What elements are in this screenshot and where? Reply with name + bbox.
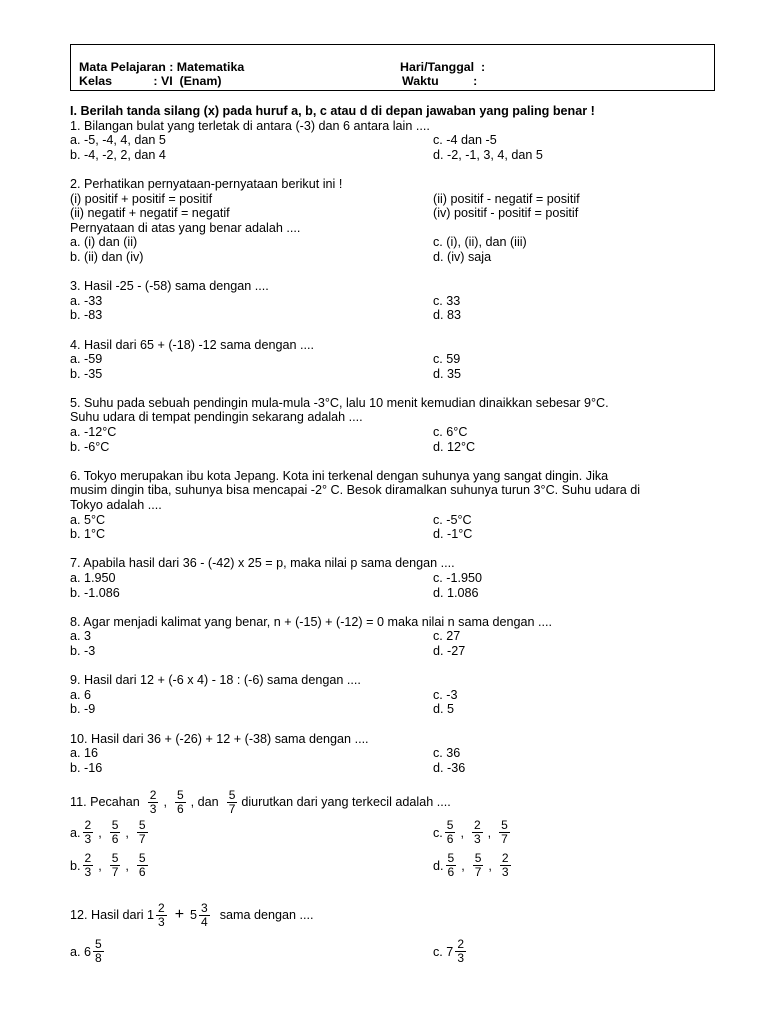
- q5-option-b[interactable]: b. -6°C: [70, 439, 110, 454]
- q4-option-d[interactable]: d. 35: [433, 366, 462, 381]
- q11-prefix: 11. Pecahan: [70, 795, 140, 810]
- q9-option-c[interactable]: c. -3: [433, 687, 458, 702]
- fraction-2-3: $\frac{2}{3}$: [149, 787, 157, 816]
- q9-option-a[interactable]: a. 6: [70, 687, 92, 702]
- q2-option-a[interactable]: a. (i) dan (ii): [70, 235, 138, 250]
- question-10: 10. Hasil dari 36 + (-26) + 12 + (-38) sama dengan ....: [70, 731, 369, 746]
- question-2-prompt: Pernyataan di atas yang benar adalah ....: [70, 220, 301, 235]
- q1-option-b[interactable]: b. -4, -2, 2, dan 4: [70, 147, 166, 162]
- question-5-line-2: Suhu udara di tempat pendingin sekarang adalah ....: [70, 410, 363, 425]
- q2-option-d[interactable]: d. (iv) saja: [433, 249, 492, 264]
- q6-option-a[interactable]: a. 5°C: [70, 512, 106, 527]
- q12-option-a[interactable]: a. 6 $\frac{5}{8}$: [70, 937, 102, 966]
- q1-option-d[interactable]: d. -2, -1, 3, 4, dan 5: [433, 147, 543, 162]
- q7-option-a[interactable]: a. 1.950: [70, 571, 116, 585]
- class-label: Kelas : VI (Enam): [79, 74, 222, 88]
- q2-option-b[interactable]: b. (ii) dan (iv): [70, 249, 144, 264]
- q5-option-a[interactable]: a. -12°C: [70, 425, 117, 440]
- question-4: 4. Hasil dari 65 + (-18) -12 sama dengan ....: [70, 337, 314, 352]
- q1-option-c[interactable]: c. -4 dan -5: [433, 133, 497, 148]
- q4-option-b[interactable]: b. -35: [70, 366, 103, 381]
- fraction-2-3: $\frac{2}{3}$: [158, 900, 165, 929]
- q10-option-d[interactable]: d. -36: [433, 760, 466, 775]
- q1-option-a[interactable]: a. -5, -4, 4, dan 5: [70, 133, 166, 148]
- q7-option-c[interactable]: c. -1.950: [433, 571, 483, 585]
- question-3: 3. Hasil -25 - (-58) sama dengan ....: [70, 279, 269, 294]
- subject-label: Mata Pelajaran : Matematika: [79, 60, 245, 74]
- question-6-line-2: musim dingin tiba, suhunya bisa mencapai -2° C. Besok diramalkan suhunya turun 3°C. Suhu udara di: [70, 483, 641, 498]
- q11-option-b[interactable]: b. $\frac{2}{3}$ , $\frac{5}{7}$ , $\frac{5}{6}$: [70, 851, 146, 880]
- q3-option-a[interactable]: a. -33: [70, 293, 103, 308]
- question-6-line-3: Tokyo adalah ....: [70, 498, 162, 513]
- q2-statement-2: (ii) positif - negatif = positif: [433, 191, 580, 206]
- q4-option-c[interactable]: c. 59: [433, 352, 461, 367]
- q3-option-b[interactable]: b. -83: [70, 308, 103, 323]
- q2-statement-4: (iv) positif - positif = positif: [433, 206, 579, 221]
- question-12: 12. Hasil dari 1 $\frac{2}{3}$ + 5 $\frac{3}{4}$ sama dengan ....: [70, 900, 314, 929]
- q2-statement-1: (i) positif + positif = positif: [70, 191, 213, 206]
- day-label: Hari/Tanggal :: [400, 60, 486, 74]
- instruction: I. Berilah tanda silang (x) pada huruf a, b, c atau d di depan jawaban yang paling benar !: [70, 104, 595, 118]
- q11-option-a[interactable]: a. $\frac{2}{3}$ , $\frac{5}{6}$ , $\frac{5}{7}$: [70, 818, 146, 847]
- q10-option-b[interactable]: b. -16: [70, 760, 103, 775]
- q3-option-c[interactable]: c. 33: [433, 293, 461, 308]
- plus-sign: +: [174, 906, 185, 924]
- q12-option-c[interactable]: c. 7 $\frac{2}{3}$: [433, 937, 464, 966]
- q11-option-c[interactable]: c. $\frac{5}{6}$ , $\frac{2}{3}$ , $\frac{5}{7}$: [433, 818, 508, 847]
- question-list: [70, 104, 720, 974]
- question-11: 11. Pecahan $\frac{2}{3}$ , $\frac{5}{6}$ , dan $\frac{5}{7}$ diurutkan dari yang terkecil adalah ....: [70, 787, 451, 816]
- fraction-3-4: $\frac{3}{4}$: [201, 900, 208, 929]
- question-9: 9. Hasil dari 12 + (-6 x 4) - 18 : (-6) sama dengan ....: [70, 673, 361, 688]
- q3-option-d[interactable]: d. 83: [433, 308, 462, 323]
- q6-option-d[interactable]: d. -1°C: [433, 527, 473, 542]
- fraction-5-6: $\frac{5}{6}$: [176, 787, 184, 816]
- question-8: 8. Agar menjadi kalimat yang benar, n + (-15) + (-12) = 0 maka nilai n sama dengan ....: [70, 614, 552, 629]
- q7-option-d[interactable]: d. 1.086: [433, 585, 479, 600]
- q6-option-b[interactable]: b. 1°C: [70, 527, 106, 542]
- time-label: Waktu :: [402, 74, 478, 88]
- q9-option-b[interactable]: b. -9: [70, 702, 96, 717]
- q10-option-c[interactable]: c. 36: [433, 746, 461, 761]
- header-box: [70, 44, 715, 91]
- q9-option-d[interactable]: d. 5: [433, 702, 455, 717]
- question-2: 2. Perhatikan pernyataan-pernyataan berikut ini !: [70, 176, 343, 191]
- q6-option-c[interactable]: c. -5°C: [433, 512, 472, 527]
- q10-option-a[interactable]: a. 16: [70, 746, 99, 761]
- question-6: 6. Tokyo merupakan ibu kota Jepang. Kota ini terkenal dengan suhunya yang sangat dingin. Jika: [70, 468, 609, 483]
- q8-option-d[interactable]: d. -27: [433, 643, 466, 658]
- q7-option-b[interactable]: b. -1.086: [70, 585, 120, 600]
- question-5: 5. Suhu pada sebuah pendingin mula-mula -3°C, lalu 10 menit kemudian dinaikkan sebesar 9°C.: [70, 395, 609, 410]
- q2-statement-3: (ii) negatif + negatif = negatif: [70, 206, 230, 221]
- q11-option-d[interactable]: d. $\frac{5}{6}$ , $\frac{5}{7}$ , $\frac{2}{3}$: [433, 851, 509, 880]
- q2-option-c[interactable]: c. (i), (ii), dan (iii): [433, 235, 527, 250]
- question-7: 7. Apabila hasil dari 36 - (-42) x 25 = p, maka nilai p sama dengan ....: [70, 556, 455, 571]
- q5-option-c[interactable]: c. 6°C: [433, 425, 468, 440]
- question-1: 1. Bilangan bulat yang terletak di antara (-3) dan 6 antara lain ....: [70, 118, 430, 133]
- q4-option-a[interactable]: a. -59: [70, 352, 103, 367]
- q5-option-d[interactable]: d. 12°C: [433, 439, 476, 454]
- q8-option-c[interactable]: c. 27: [433, 629, 461, 644]
- q8-option-b[interactable]: b. -3: [70, 643, 96, 658]
- fraction-5-7: $\frac{5}{7}$: [228, 787, 236, 816]
- q8-option-a[interactable]: a. 3: [70, 629, 92, 644]
